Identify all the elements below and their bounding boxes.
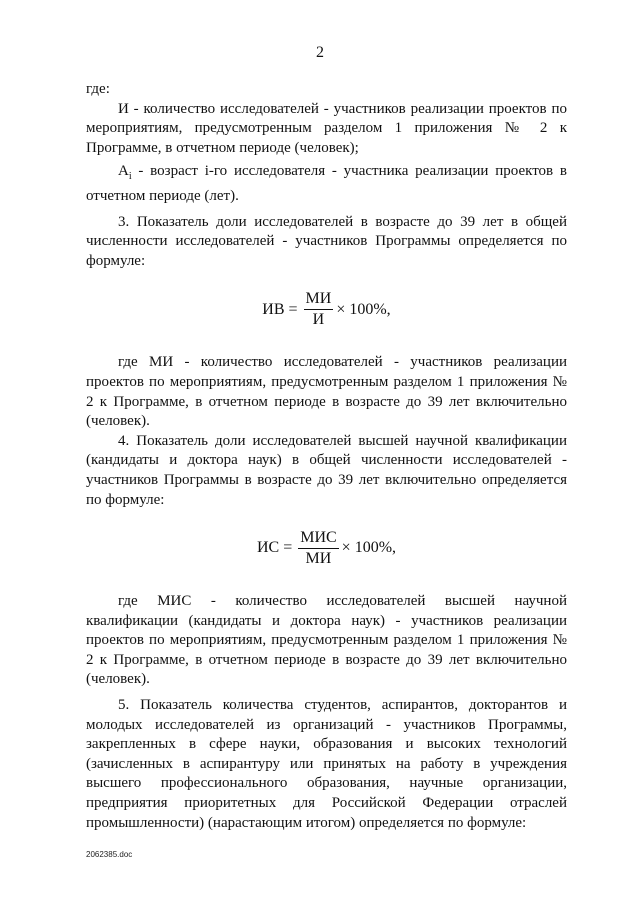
definition-mis: где МИС - количество исследователей высшей научной квалификации (кандидаты и доктора наук) - участников реализации проектов по мероприятиям, предусмотренным разделом 1 приложения № 2 к Программе, в отчетном периоде в возрасте до 39 лет включительно (человек).: [86, 593, 567, 688]
formula-is-rhs: × 100%,: [341, 539, 397, 557]
formula-is-fraction: [298, 529, 338, 568]
formula-is-lhs: ИС =: [256, 539, 293, 557]
formula-iv-denominator: И: [312, 310, 325, 328]
formula-iv-numerator: МИ: [304, 290, 334, 310]
item-3: 3. Показатель доли исследователей в возрасте до 39 лет в общей численности исследователей - участников Программы определяется по формуле:: [86, 213, 567, 269]
symbol-a-subscript: i: [128, 171, 132, 183]
definition-a: [86, 162, 567, 206]
formula-iv-fraction: [304, 290, 334, 329]
where-intro: где:: [86, 81, 110, 97]
formula-iv-rhs: × 100%,: [336, 300, 391, 318]
page-number: 2: [316, 44, 324, 61]
definition-a-text: - возраст i-го исследователя - участника реализации проектов в отчетном периоде (лет).: [86, 163, 567, 204]
formula-is-numerator: МИС: [298, 529, 338, 549]
formula-is: [86, 518, 567, 578]
definition-i: И - количество исследователей - участников реализации проектов по мероприятиям, предусмотренным разделом 1 приложения № 2 к Программе, в отчетном периоде (человек);: [86, 100, 567, 156]
symbol-a: A: [118, 163, 129, 180]
item-4: 4. Показатель доли исследователей высшей научной квалификации (кандидаты и доктора наук) в общей численности исследователей - участников Программы в возрасте до 39 лет включительно определяется по формуле:: [86, 432, 567, 508]
formula-is-denominator: МИ: [305, 549, 332, 567]
file-name-footer: 2062385.doc: [86, 850, 133, 859]
formula-iv: [86, 279, 567, 339]
formula-iv-lhs: ИВ =: [262, 300, 298, 318]
document-body: [86, 80, 567, 833]
item-5: 5. Показатель количества студентов, аспирантов, докторантов и молодых исследователей из организаций - участников Программы, закрепленных в сфере науки, образования и высоких технологий (зачисленных в аспирантуру или принятых на работу в учреждения высшего профессионального образования, научные организации, предприятия приоритетных для Российской Федерации отраслей промышленности) (нарастающим итогом) определяется по формуле:: [86, 697, 567, 831]
definition-mi: где МИ - количество исследователей - участников реализации проектов по мероприятиям, предусмотренным разделом 1 приложения № 2 к Программе, в отчетном периоде в возрасте до 39 лет включительно (человек).: [86, 354, 567, 430]
